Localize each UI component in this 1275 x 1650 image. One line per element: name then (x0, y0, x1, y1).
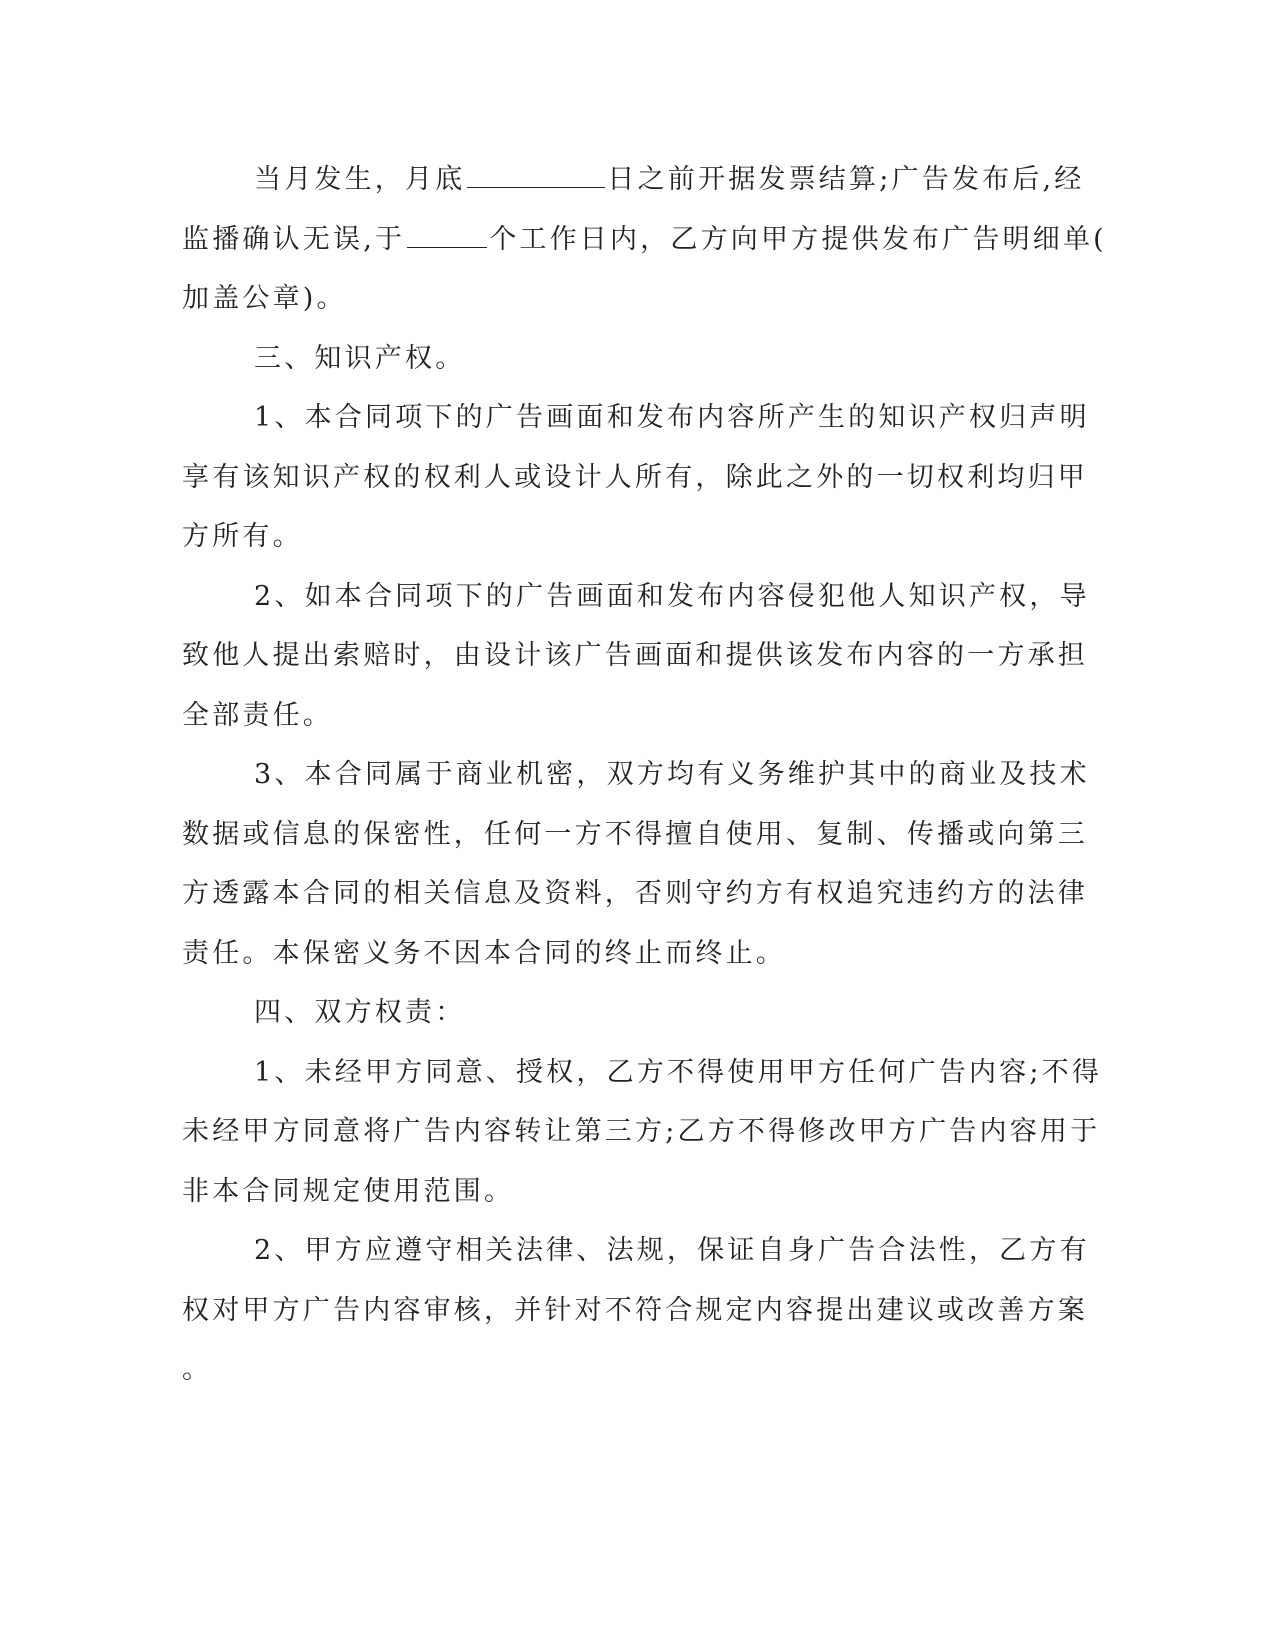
paragraph-line (182, 150, 1085, 210)
paragraph-line: 方透露本合同的相关信息及资料，否则守约方有权追究违约方的法律 (182, 878, 1088, 909)
paragraph-line: 权对甲方广告内容审核，并针对不符合规定内容提出建议或改善方案 (182, 1294, 1088, 1326)
text-segment: 当月发生，月底 (254, 164, 466, 195)
paragraph-line (182, 210, 1107, 270)
paragraph-line: 非本合同规定使用范围。 (182, 1175, 515, 1207)
paragraph-line: 1、未经甲方同意、授权，乙方不得使用甲方任何广告内容;不得 (254, 1056, 1103, 1088)
paragraph-line: 全部责任。 (182, 699, 333, 731)
paragraph-line: 1、本合同项下的广告画面和发布内容所产生的知识产权归声明 (254, 402, 1090, 433)
paragraph-line: 享有该知识产权的权利人或设计人所有，除此之外的一切权利均归甲 (182, 461, 1088, 493)
paragraph-line: 未经甲方同意将广告内容转让第三方;乙方不得修改甲方广告内容用于 (182, 1116, 1101, 1147)
paragraph-line: 加盖公章)。 (182, 283, 347, 314)
text-segment: 日之前开据发票结算;广告发布后,经 (607, 164, 1085, 195)
section-heading: 四、双方权责： (254, 997, 466, 1028)
paragraph-line: 。 (182, 1354, 213, 1385)
section-heading: 三、知识产权。 (254, 342, 466, 374)
paragraph-line: 方所有。 (182, 521, 303, 552)
document-page (182, 150, 1107, 1400)
blank-underline (467, 157, 605, 188)
paragraph-line: 致他人提出索赔时，由设计该广告画面和提供该发布内容的一方承担 (182, 640, 1088, 671)
paragraph-line: 3、本合同属于商业机密，双方均有义务维护其中的商业及技术 (254, 759, 1090, 790)
paragraph-line: 2、如本合同项下的广告画面和发布内容侵犯他人知识产权，导 (254, 580, 1090, 612)
paragraph-line: 数据或信息的保密性，任何一方不得擅自使用、复制、传播或向第三 (182, 818, 1088, 850)
blank-underline (407, 217, 487, 248)
text-segment: 监播确认无误,于 (182, 223, 406, 255)
paragraph-line: 责任。本保密义务不因本合同的终止而终止。 (182, 937, 786, 969)
text-segment: 个工作日内，乙方向甲方提供发布广告明细单( (489, 223, 1107, 255)
paragraph-line: 2、甲方应遵守相关法律、法规，保证自身广告合法性，乙方有 (254, 1235, 1090, 1266)
